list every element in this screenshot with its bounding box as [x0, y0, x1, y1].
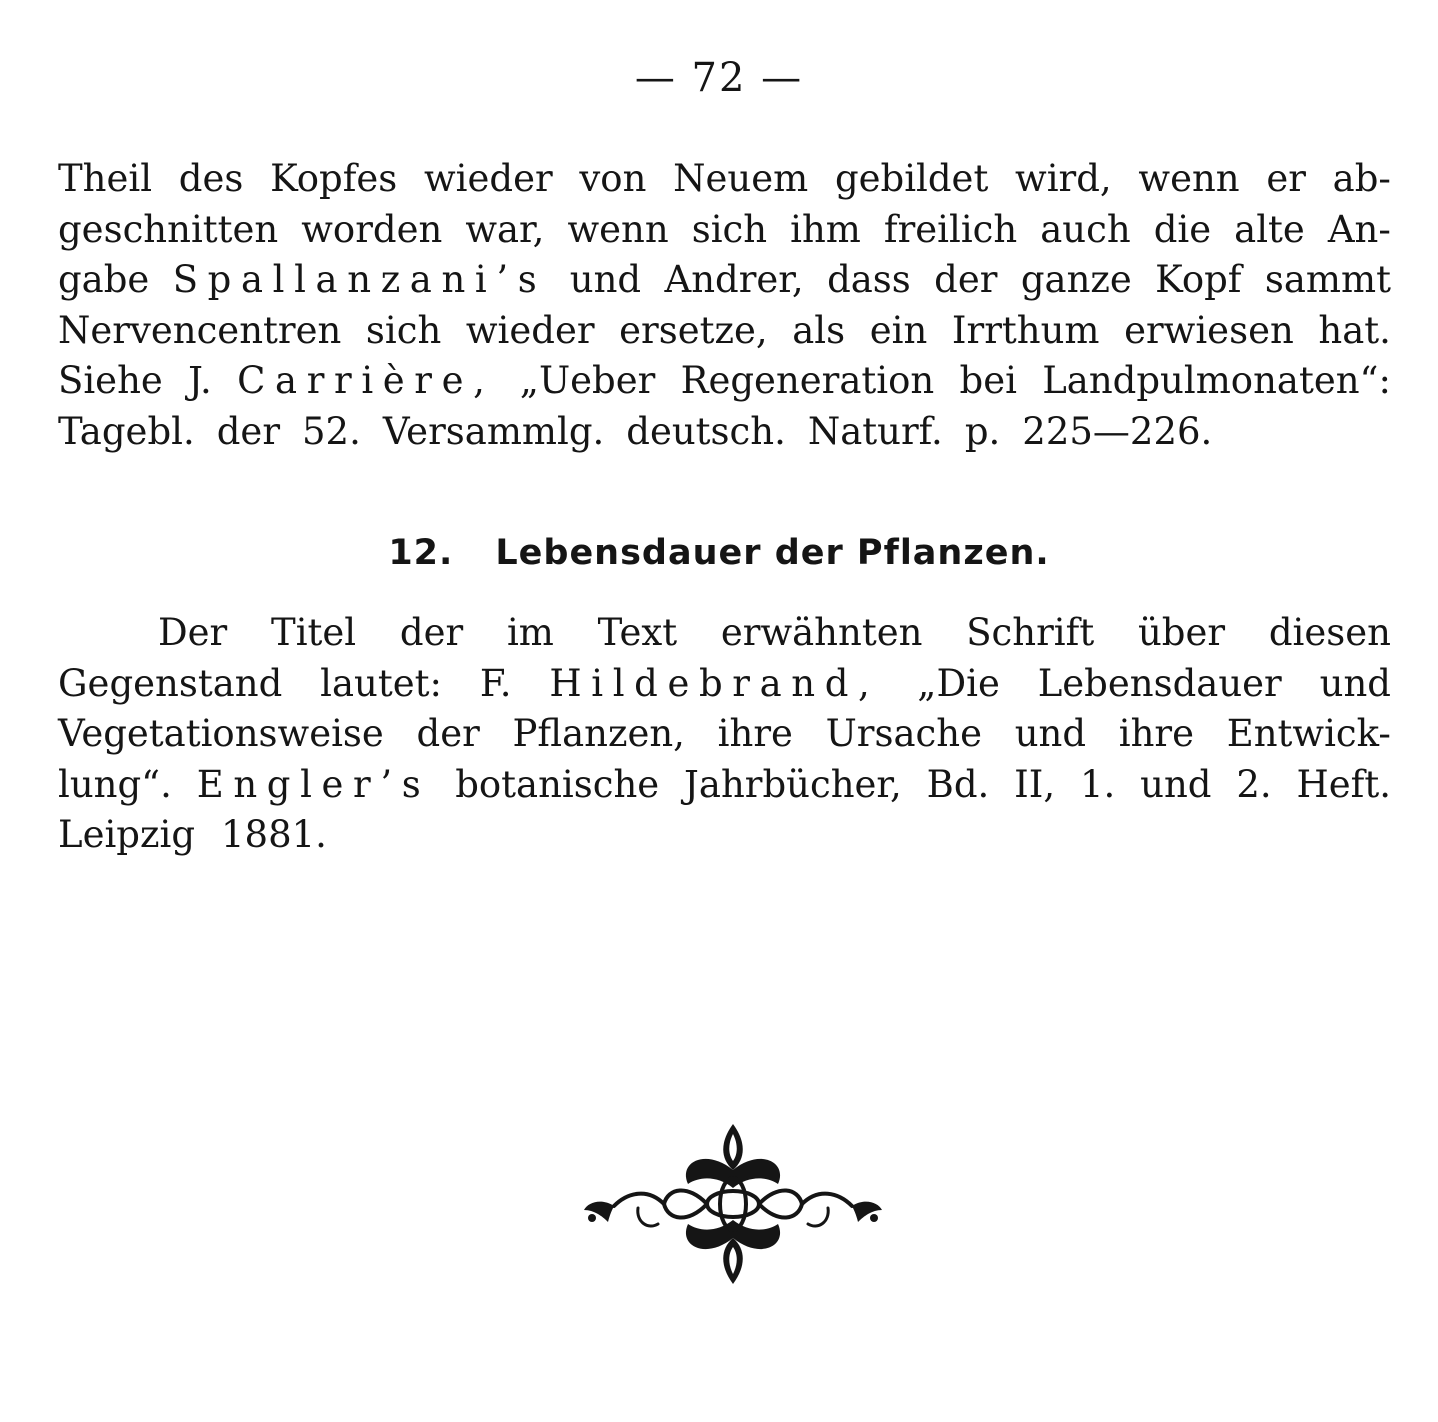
text-line: Tagebl. der 52. Versammlg. deutsch. Naturf. p. 225—226.	[58, 409, 1213, 453]
author-name-spaced: Hildebrand,	[549, 661, 880, 705]
section-number: 12.	[388, 533, 454, 573]
section-heading	[0, 528, 1438, 578]
author-name-spaced: Spallanzani’s	[172, 258, 547, 301]
text-line: Theil des Kopfes wieder von Neuem gebildet wird, wenn er ab-	[58, 157, 1391, 200]
paragraph-regeneration	[58, 154, 1391, 457]
text-line: geschnitten worden war, wenn sich ihm freilich auch die alte An-	[58, 207, 1391, 251]
page-number: — 72 —	[634, 55, 804, 101]
paragraph-lebensdauer	[58, 608, 1391, 861]
text-line: gabe Spallanzani’s und Andrer, dass der ganze Kopf sammt	[58, 255, 1391, 306]
text-line: Leipzig 1881.	[58, 813, 327, 856]
author-name-spaced: Carrière,	[237, 359, 495, 402]
text-line: Der Titel der im Text erwähnten Schrift über diesen	[158, 611, 1391, 654]
text-line: lung“. Engler’s botanische Jahrbücher, Bd. II, 1. und 2. Heft.	[58, 760, 1391, 811]
text-line: Gegenstand lautet: F. Hildebrand, „Die Lebensdauer und	[58, 659, 1391, 710]
fleuron-ornament-icon	[578, 1118, 888, 1290]
text-line: Siehe J. Carrière, „Ueber Regeneration bei Landpulmonaten“:	[58, 356, 1391, 407]
text-line: Nervencentren sich wieder ersetze, als ein Irrthum erwiesen hat.	[58, 308, 1391, 352]
text-line: Vegetationsweise der Pflanzen, ihre Ursache und ihre Entwick-	[58, 712, 1391, 755]
section-title: Lebensdauer der Pflanzen.	[495, 533, 1050, 573]
author-name-spaced: Engler’s	[196, 762, 431, 806]
